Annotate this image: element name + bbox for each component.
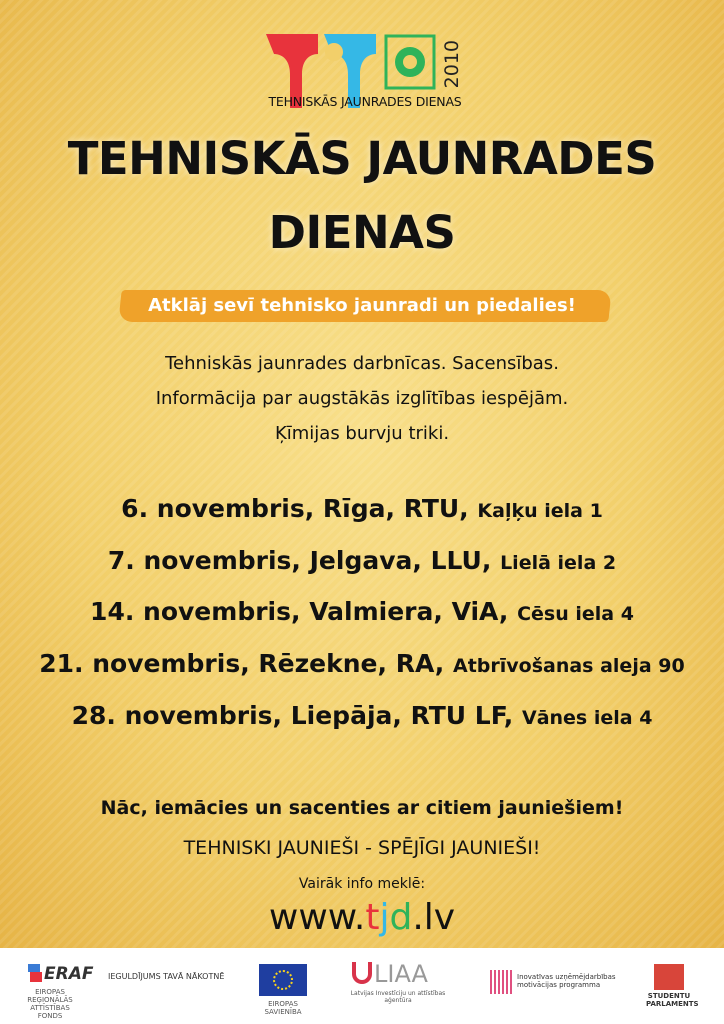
event-address: Lielā iela 2 [500,552,617,574]
info-line: Ķīmijas burvju triki. [274,423,450,444]
info-line: Informācija par augstākās izglītības iespējām. [155,388,569,409]
info-list [0,346,724,451]
motto: TEHNISKI JAUNIEŠI - SPĒJĪGI JAUNIEŠI! [183,837,541,859]
student-parliament-label: STUDENTU PARLAMENTS [646,992,699,1008]
tagline: Atklāj sevī tehnisko jaunradi un piedalies! [148,295,576,316]
more-info-label: Vairāk info meklē: [298,876,426,892]
sponsor-footer [0,948,724,1024]
eraf-subtitle: EIROPAS REĢIONĀLĀS ATTĪSTĪBAS FONDS [27,988,73,1020]
eu-label: EIROPAS SAVIENĪBA [264,1000,302,1016]
event-address: Cēsu iela 4 [517,603,634,625]
program-text: Inovatīvas uzņēmējdarbības motivācijas programma [517,973,616,989]
program-logo-icon [490,970,514,994]
liaa-logo-icon [352,962,372,984]
title-line2: DIENAS [268,206,456,259]
event-address: Vānes iela 4 [521,707,653,729]
eraf-logo: ERAF [44,964,94,984]
info-line: Tehniskās jaunrades darbnīcas. Sacensības. [165,353,559,374]
logo-year: 2010 [441,40,463,89]
liaa-subtitle: Latvijas Investīciju un attīstības aģentūra [350,990,446,1004]
eraf-logo-icon [28,964,40,972]
logo-text: TEHNISKĀS JAUNRADES DIENAS [268,94,462,109]
event-main: 14. novembris, Valmiera, ViA, [90,597,509,626]
event-address: Atbrīvošanas aleja 90 [452,655,685,677]
event-item [0,701,724,730]
website-link[interactable]: www.tjd.lv [268,897,456,938]
event-main: 28. novembris, Liepāja, RTU LF, [71,701,514,730]
title-line1: TEHNISKĀS JAUNRADES [67,132,657,185]
invest-text: IEGULDĪJUMS TAVĀ NĀKOTNĒ [108,972,225,981]
liaa-logo: LIAA [374,960,428,988]
event-item [0,649,724,678]
event-main: 21. novembris, Rēzekne, RA, [39,649,445,678]
event-item [0,597,724,626]
slogan: Nāc, iemācies un sacenties ar citiem jauniešiem! [100,797,624,819]
eu-flag-icon [259,964,307,996]
event-item [0,546,724,575]
event-main: 6. novembris, Rīga, RTU, [121,494,469,523]
event-address: Kaļķu iela 1 [477,500,603,522]
event-item [0,494,724,523]
event-main: 7. novembris, Jelgava, LLU, [107,546,492,575]
student-parliament-logo-icon [654,964,684,990]
